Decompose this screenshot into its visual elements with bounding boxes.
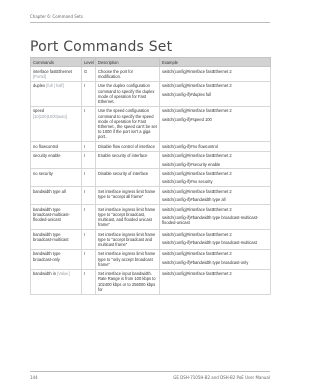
level-cell: I <box>82 142 96 151</box>
command-cell <box>31 106 82 141</box>
chapter-header: Chapter 6: Command Sets <box>30 14 83 19</box>
command-text: bandwidth type broadcast-only <box>33 251 61 262</box>
command-cell <box>31 269 82 294</box>
command-text: bandwidth type broadcast-multicast <box>33 231 69 242</box>
command-parameter: [10|100|1000|auto] <box>33 113 67 119</box>
example-cell <box>160 187 271 205</box>
command-parameter: [Portid] <box>33 74 46 79</box>
example-line: switch(config)#interface fastEthernet 2 <box>162 83 232 89</box>
example-line: switch(config)#interface fastEthernet 2 <box>162 108 232 114</box>
table-row <box>31 169 271 187</box>
command-text: no flowcontrol <box>33 143 59 149</box>
manual-title: GE DSH-7105H-B2 and DSH-B2 PoE User Manual <box>173 375 270 380</box>
command-cell <box>31 249 82 269</box>
command-cell <box>31 81 82 106</box>
table-header-row <box>31 58 271 67</box>
level-cell: I <box>82 187 96 205</box>
description-cell: Use the speed configuration command to specify the speed mode of operation for Fast Ethernet., the speed can't be set to 1000 if the port isn't a giga port.. <box>96 106 160 141</box>
command-cell <box>31 204 82 229</box>
command-cell <box>31 169 82 187</box>
example-line: switch(config-if)#no flowcontrol <box>162 143 218 149</box>
header-description: Description <box>96 58 160 67</box>
example-cell <box>160 81 271 106</box>
example-line: switch(config-if)#duplex full <box>162 91 212 97</box>
description-cell: Set interface ingress limit frame type to "accept broadcast and multicast frame" <box>96 229 160 249</box>
command-cell <box>31 229 82 249</box>
description-cell: Disable security of interface <box>96 169 160 187</box>
description-cell: Enable security of interface <box>96 151 160 169</box>
command-text: speed <box>33 108 45 114</box>
level-cell: I <box>82 249 96 269</box>
table-row <box>31 187 271 205</box>
description-cell: Choose the port for modification. <box>96 67 160 82</box>
example-line: switch(config)#interface fastEthernet 2 <box>162 153 232 159</box>
description-cell: Set interface ingress limit frame type to "accept all frame" <box>96 187 160 205</box>
page-number: 144 <box>30 375 38 380</box>
command-parameter: [full | half] <box>45 83 64 89</box>
example-cell <box>160 142 271 151</box>
port-commands-table <box>30 57 271 295</box>
level-cell: G <box>82 67 96 82</box>
command-text: interface fastEthernet <box>33 68 72 74</box>
header-example: Example <box>160 58 271 67</box>
example-line: switch(config-if)#bandwidth type broadcast-multicast-flooded-unicast <box>162 214 259 226</box>
description-cell: Set interface ingress limit frame type to "only accept broadcast frame" <box>96 249 160 269</box>
example-line: switch(config-if)#no security <box>162 179 213 185</box>
command-text: duplex <box>33 83 46 89</box>
example-line: switch(config)#interface fastEthernet 2 <box>162 271 232 277</box>
example-line: switch(config-if)#bandwidth type broadcast-only <box>162 259 249 265</box>
command-cell <box>31 142 82 151</box>
table-row <box>31 204 271 229</box>
example-cell <box>160 169 271 187</box>
command-cell <box>31 67 82 82</box>
example-line: switch(config)#interface fastEthernet 2 <box>162 170 232 176</box>
level-cell: I <box>82 106 96 141</box>
description-cell: Disable flow control of interface <box>96 142 160 151</box>
example-line: switch(config)#interface fastEthernet 2 <box>162 68 232 74</box>
table-row <box>31 269 271 294</box>
command-text: no security <box>33 170 53 176</box>
example-line: switch(config)#interface fastEthernet 2 <box>162 251 232 257</box>
table-row <box>31 81 271 106</box>
example-line: switch(config-if)#bandwidth type broadcast-multicast <box>162 239 257 245</box>
page-title: Port Commands Set <box>30 39 173 56</box>
example-line: switch(config-if)#speed 100 <box>162 116 212 122</box>
table-row <box>31 67 271 82</box>
description-cell: Set interface ingress limit frame type to "accept broadcast, multicast, and flooded unicast frame" <box>96 204 160 229</box>
level-cell: I <box>82 151 96 169</box>
example-line: switch(config)#interface fastEthernet 2 <box>162 206 232 212</box>
example-line: switch(config)#interface fastEthernet 2 <box>162 231 232 237</box>
level-cell: I <box>82 169 96 187</box>
level-cell: I <box>82 81 96 106</box>
example-cell <box>160 229 271 249</box>
command-text: bandwidth type all <box>33 188 66 194</box>
command-cell <box>31 151 82 169</box>
example-line: switch(config-if)#bandwidth type all <box>162 197 226 203</box>
command-text: bandwidth type broadcast-multicast-flooded-unicast <box>33 206 70 222</box>
level-cell: I <box>82 204 96 229</box>
table-row <box>31 151 271 169</box>
description-cell: Set interface input bandwidth. Rate Range is from 100 kbps to 102400 kbps or to 256000 kbps for <box>96 269 160 294</box>
command-parameter: [Value] <box>56 271 70 277</box>
command-text: bandwidth in <box>33 271 56 277</box>
command-text: security enable <box>33 153 61 159</box>
example-cell <box>160 249 271 269</box>
level-cell: I <box>82 229 96 249</box>
example-cell <box>160 151 271 169</box>
level-cell: I <box>82 269 96 294</box>
example-cell <box>160 269 271 294</box>
header-commands: Commands <box>31 58 82 67</box>
table-row <box>31 229 271 249</box>
table-row <box>31 106 271 141</box>
example-line: switch(config-if)#security enable <box>162 161 221 167</box>
example-cell <box>160 106 271 141</box>
header-divider <box>30 22 270 23</box>
example-line: switch(config)#interface fastEthernet 2 <box>162 188 232 194</box>
header-level: Level <box>82 58 96 67</box>
table-row <box>31 142 271 151</box>
example-cell <box>160 67 271 82</box>
description-cell: Use the duplex configuration command to specify the duplex mode of operation for Fast Ethernet. <box>96 81 160 106</box>
example-cell <box>160 204 271 229</box>
command-cell <box>31 187 82 205</box>
table-row <box>31 249 271 269</box>
footer-divider <box>30 371 270 372</box>
